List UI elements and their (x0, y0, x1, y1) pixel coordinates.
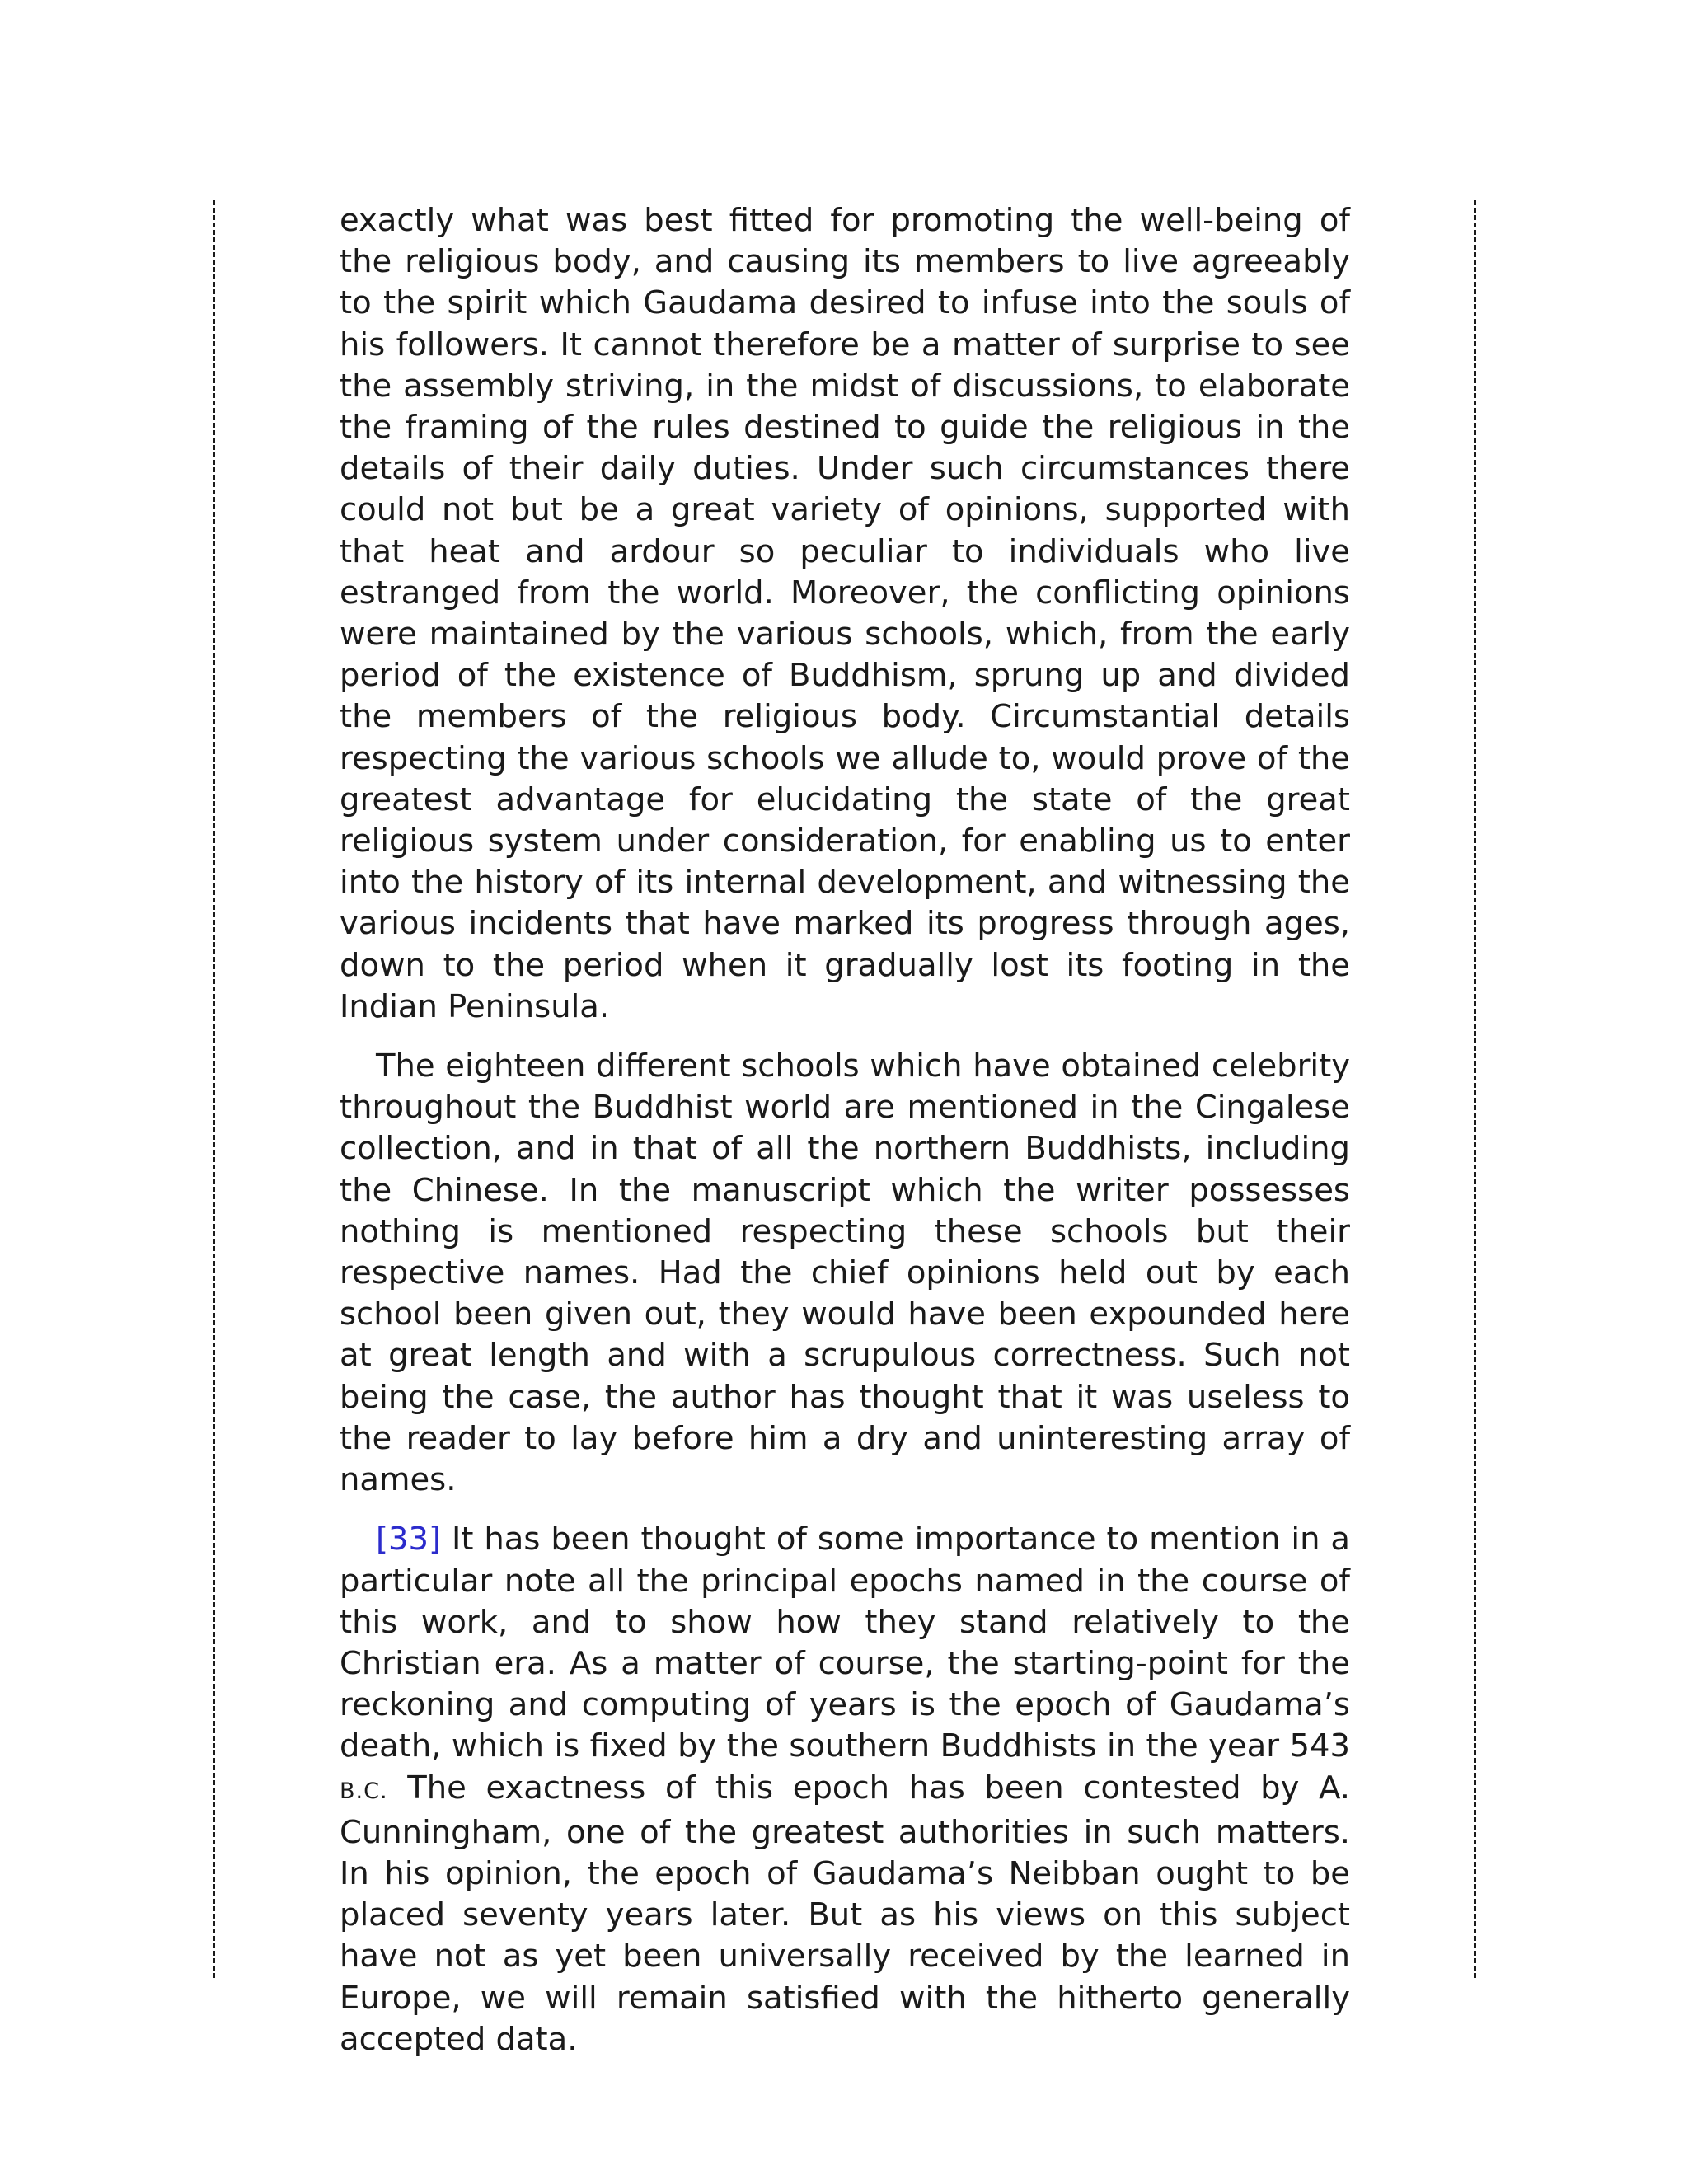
paragraph-1: exactly what was best fitted for promoting the well-being of the religious body, and causing its members to live agreeably to the spirit which Gaudama desired to infuse into the souls of his followers. It cannot therefore be a matter of surprise to see the assembly striving, in the midst of discussions, to elaborate the framing of the rules destined to guide the religious in the details of their daily duties. Under such circumstances there could not but be a great variety of opinions, supported with that heat and ardour so peculiar to individuals who live estranged from the world. Moreover, the conflicting opinions were maintained by the various schools, which, from the early period of the existence of Buddhism, sprung up and divided the members of the religious body. Circumstantial details respecting the various schools we allude to, would prove of the greatest advantage for elucidating the state of the great religious system under consideration, for enabling us to enter into the history of its internal development, and witnessing the various incidents that have marked its progress through ages, down to the period when it gradually lost its footing in the Indian Peninsula. (340, 202, 1350, 1025)
left-margin-rule (213, 200, 215, 1978)
paragraph-3-text-b: The exactness of this epoch has been contested by A. Cunningham, one of the greatest authorities in such matters. In his opinion, the epoch of Gaudama’s Neibban ought to be placed seventy years later. But as his views on this subject have not as yet been universally received by the learned in Europe, we will remain satisfied with the hitherto generally accepted data. (340, 1769, 1350, 2058)
paragraph-3 (340, 1519, 1350, 2060)
page-number-link[interactable]: [33] (376, 1521, 442, 1558)
body-text (340, 200, 1350, 2079)
right-margin-rule (1474, 200, 1476, 1978)
era-abbreviation: B.C. (340, 1778, 388, 1804)
paragraph-2: The eighteen different schools which have obtained celebrity throughout the Buddhist world are mentioned in the Cingalese collection, and in that of all the northern Buddhists, including the Chinese. In the manuscript which the writer possesses nothing is mentioned respecting these schools but their respective names. Had the chief opinions held out by each school been given out, they would have been expounded here at great length and with a scrupulous correctness. Such not being the case, the author has thought that it was useless to the reader to lay before him a dry and uninteresting array of names. (340, 1047, 1350, 1499)
paragraph-3-text-a: It has been thought of some importance to mention in a particular note all the principal epochs named in the course of this work, and to show how they stand relatively to the Christian era. As a matter of course, the starting-point for the reckoning and computing of years is the epoch of Gaudama’s death, which is fixed by the southern Buddhists in the year 543 (340, 1521, 1350, 1765)
